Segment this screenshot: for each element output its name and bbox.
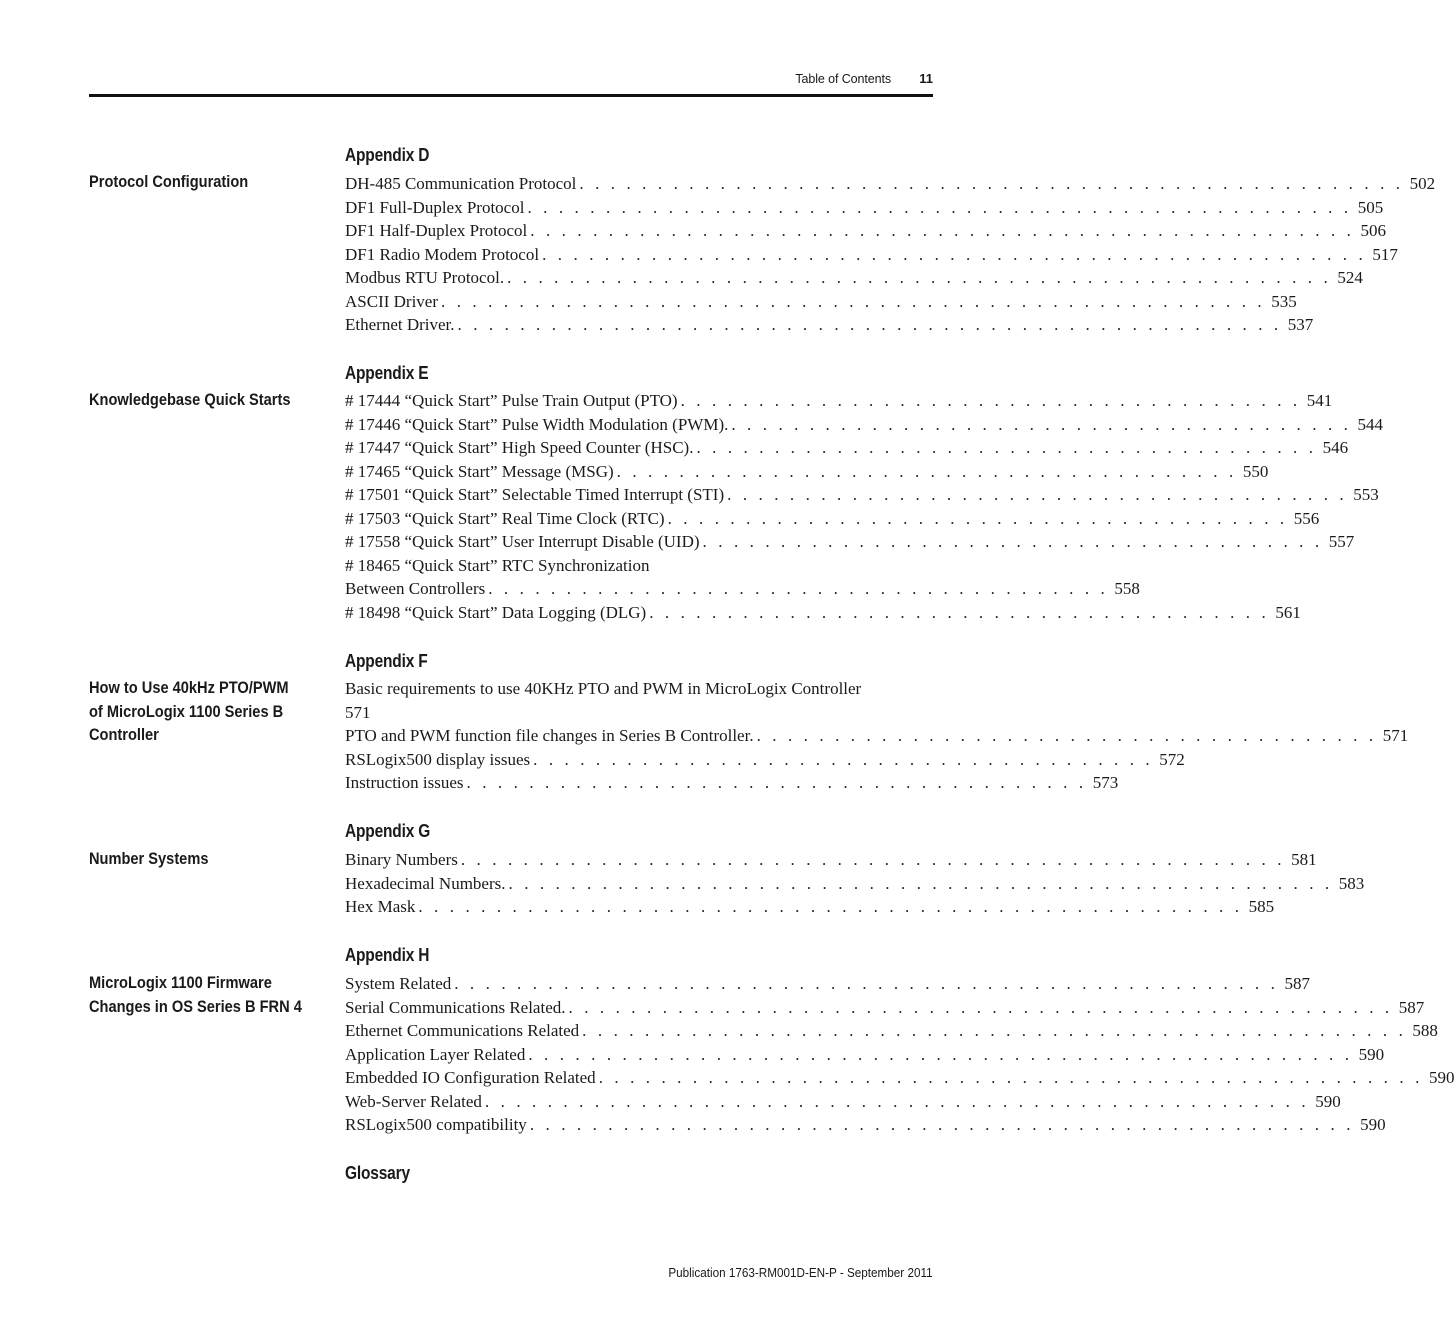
toc-entry[interactable]: PTO and PWM function file changes in Series B Controller. . . . . . . . . . . . . . . . . . . . . . . . . . . . . . . . . . . . . . . . . 571 [345, 726, 1409, 745]
toc-entry[interactable]: Hexadecimal Numbers. . . . . . . . . . . . . . . . . . . . . . . . . . . . . . . . . . . . . . . . . . . . . . . . . . . . . . 583 [345, 873, 1365, 893]
toc-entry[interactable]: # 18465 “Quick Start” RTC Synchronization [345, 555, 650, 575]
toc-entry[interactable]: DF1 Half-Duplex Protocol . . . . . . . . . . . . . . . . . . . . . . . . . . . . . . . . . . . . . . . . . . . . . . . . . . . . . 506 [345, 221, 1387, 240]
toc-entry[interactable]: DH-485 Communication Protocol . . . . . . . . . . . . . . . . . . . . . . . . . . . . . . . . . . . . . . . . . . . . . . . . . . . . . 502 [345, 174, 1436, 193]
toc-entry[interactable]: Binary Numbers . . . . . . . . . . . . . . . . . . . . . . . . . . . . . . . . . . . . . . . . . . . . . . . . . . . . . 581 [345, 850, 1317, 869]
toc-entry[interactable]: # 17446 “Quick Start” Pulse Width Modulation (PWM). . . . . . . . . . . . . . . . . . . . . . . . . . . . . . . . . . . . . . . . . 544 [345, 414, 1384, 434]
toc-entry[interactable]: DF1 Radio Modem Protocol . . . . . . . . . . . . . . . . . . . . . . . . . . . . . . . . . . . . . . . . . . . . . . . . . . . . . 517 [345, 244, 1398, 264]
toc-entry[interactable]: # 17558 “Quick Start” User Interrupt Disable (UID) . . . . . . . . . . . . . . . . . . . . . . . . . . . . . . . . . . . . . . . . 557 [345, 532, 1355, 551]
toc-entry[interactable]: Ethernet Driver. . . . . . . . . . . . . . . . . . . . . . . . . . . . . . . . . . . . . . . . . . . . . . . . . . . . . . 537 [345, 315, 1314, 334]
toc-entries [345, 389, 1384, 624]
toc-entry[interactable]: Application Layer Related . . . . . . . . . . . . . . . . . . . . . . . . . . . . . . . . . . . . . . . . . . . . . . . . . . . . . 590 [345, 1044, 1385, 1064]
toc-entry[interactable]: # 17465 “Quick Start” Message (MSG) . . . . . . . . . . . . . . . . . . . . . . . . . . . . . . . . . . . . . . . . 550 [345, 461, 1269, 481]
toc-entry[interactable]: System Related . . . . . . . . . . . . . . . . . . . . . . . . . . . . . . . . . . . . . . . . . . . . . . . . . . . . . 587 [345, 974, 1310, 993]
toc-entry[interactable]: RSLogix500 display issues . . . . . . . . . . . . . . . . . . . . . . . . . . . . . . . . . . . . . . . . 572 [345, 749, 1185, 769]
appendix-title[interactable]: Appendix F [345, 651, 428, 671]
toc-entries [345, 677, 1409, 795]
appendix-title[interactable]: Appendix D [345, 145, 430, 165]
toc-entry[interactable]: Ethernet Communications Related . . . . . . . . . . . . . . . . . . . . . . . . . . . . . . . . . . . . . . . . . . . . . . . . . . . . . 588 [345, 1021, 1438, 1040]
toc-entries [345, 848, 1365, 919]
appendix-title[interactable]: Appendix H [345, 945, 430, 965]
toc-entry[interactable]: Embedded IO Configuration Related . . . . . . . . . . . . . . . . . . . . . . . . . . . . . . . . . . . . . . . . . . . . . . . . . . . . . 590 [345, 1068, 1454, 1087]
toc-entry[interactable]: Hex Mask . . . . . . . . . . . . . . . . . . . . . . . . . . . . . . . . . . . . . . . . . . . . . . . . . . . . . 585 [345, 897, 1275, 916]
side-heading: Number Systems [89, 849, 209, 868]
side-heading: How to Use 40kHz PTO/PWM of MicroLogix 1100 Series B Controller [89, 678, 289, 744]
side-heading: MicroLogix 1100 Firmware Changes in OS Series B FRN 4 [89, 973, 302, 1016]
toc-entry[interactable]: # 17447 “Quick Start” High Speed Counter (HSC). . . . . . . . . . . . . . . . . . . . . . . . . . . . . . . . . . . . . . . . . 546 [345, 438, 1349, 457]
toc-entry[interactable]: Web-Server Related . . . . . . . . . . . . . . . . . . . . . . . . . . . . . . . . . . . . . . . . . . . . . . . . . . . . . 590 [345, 1091, 1341, 1111]
toc-entry[interactable]: Instruction issues . . . . . . . . . . . . . . . . . . . . . . . . . . . . . . . . . . . . . . . . 573 [345, 773, 1119, 792]
toc-entry[interactable]: Between Controllers . . . . . . . . . . . . . . . . . . . . . . . . . . . . . . . . . . . . . . . . 558 [345, 579, 1140, 598]
toc-entry[interactable]: 571 [345, 702, 371, 722]
page-number: 11 [919, 71, 933, 86]
publication-footer: Publication 1763-RM001D-EN-P - September 2011 [668, 1265, 933, 1280]
appendix-title[interactable]: Appendix E [345, 363, 429, 383]
header-rule [89, 94, 933, 97]
toc-entry[interactable]: # 17501 “Quick Start” Selectable Timed Interrupt (STI) . . . . . . . . . . . . . . . . . . . . . . . . . . . . . . . . . . . . . . . . 553 [345, 485, 1379, 504]
toc-entry[interactable]: Serial Communications Related. . . . . . . . . . . . . . . . . . . . . . . . . . . . . . . . . . . . . . . . . . . . . . . . . . . . . . 587 [345, 997, 1425, 1017]
header-title: Table of Contents [795, 72, 891, 86]
toc-entry[interactable]: RSLogix500 compatibility . . . . . . . . . . . . . . . . . . . . . . . . . . . . . . . . . . . . . . . . . . . . . . . . . . . . . 590 [345, 1115, 1386, 1134]
toc-entry[interactable]: # 17503 “Quick Start” Real Time Clock (RTC) . . . . . . . . . . . . . . . . . . . . . . . . . . . . . . . . . . . . . . . . 556 [345, 508, 1320, 528]
toc-entry[interactable]: ASCII Driver . . . . . . . . . . . . . . . . . . . . . . . . . . . . . . . . . . . . . . . . . . . . . . . . . . . . . 535 [345, 291, 1297, 311]
glossary-title[interactable]: Glossary [345, 1163, 410, 1183]
side-heading: Protocol Configuration [89, 172, 249, 191]
toc-entries [345, 972, 1454, 1137]
running-header [89, 68, 933, 92]
toc-entry[interactable]: DF1 Full-Duplex Protocol . . . . . . . . . . . . . . . . . . . . . . . . . . . . . . . . . . . . . . . . . . . . . . . . . . . . . 505 [345, 197, 1384, 217]
toc-entries [345, 172, 1436, 337]
toc-entry[interactable]: # 18498 “Quick Start” Data Logging (DLG) . . . . . . . . . . . . . . . . . . . . . . . . . . . . . . . . . . . . . . . . 561 [345, 602, 1301, 622]
toc-entry[interactable]: # 17444 “Quick Start” Pulse Train Output (PTO) . . . . . . . . . . . . . . . . . . . . . . . . . . . . . . . . . . . . . . . . 541 [345, 391, 1333, 410]
appendix-title[interactable]: Appendix G [345, 821, 431, 841]
toc-entry[interactable]: Modbus RTU Protocol. . . . . . . . . . . . . . . . . . . . . . . . . . . . . . . . . . . . . . . . . . . . . . . . . . . . . . 524 [345, 268, 1363, 287]
toc-entry[interactable]: Basic requirements to use 40KHz PTO and PWM in MicroLogix Controller [345, 679, 862, 698]
side-heading: Knowledgebase Quick Starts [89, 390, 291, 409]
